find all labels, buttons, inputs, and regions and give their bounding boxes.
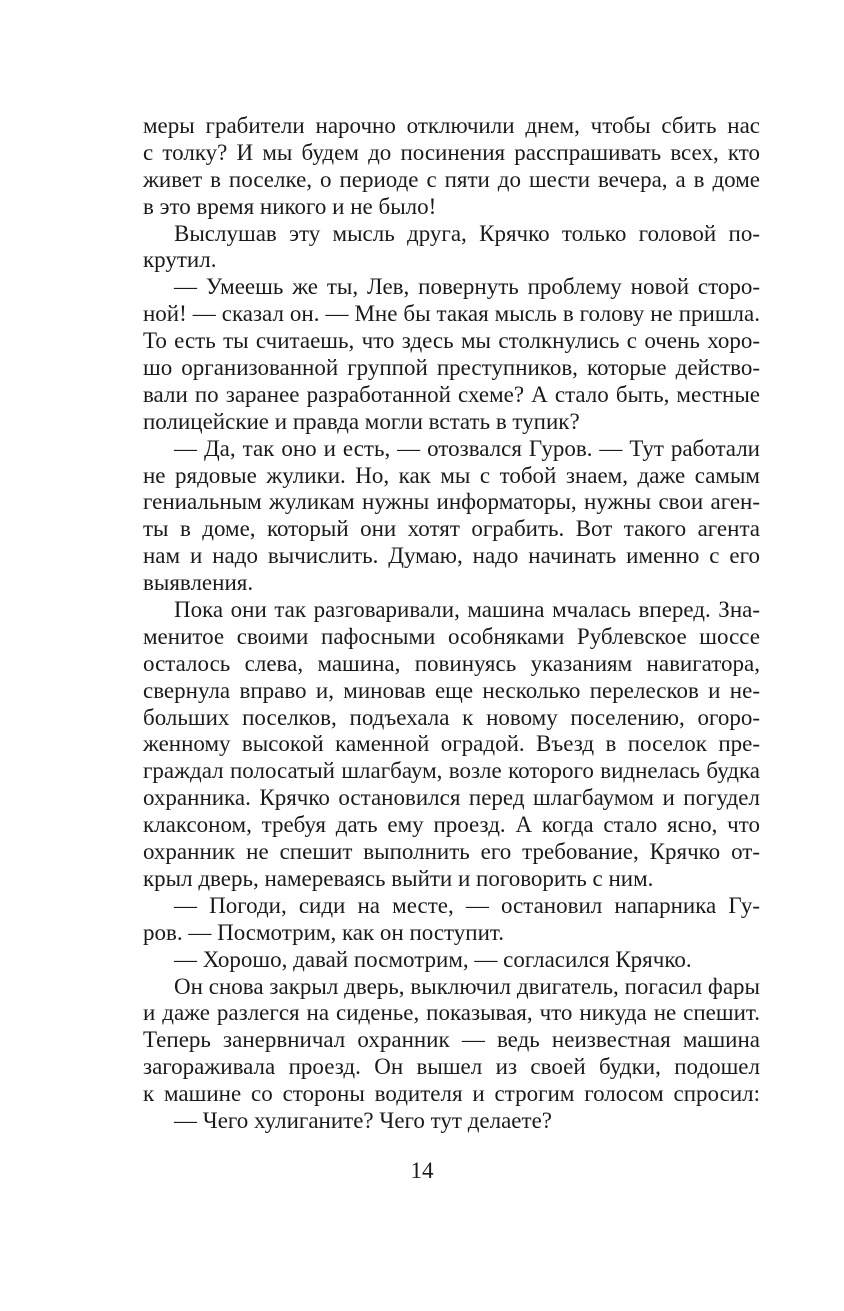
paragraph xyxy=(143,1108,760,1135)
text-line: в это время никого и не было! xyxy=(143,193,437,219)
paragraph xyxy=(143,893,760,947)
text-line: загораживала проезд. Он вышел из своей будки, подошел xyxy=(143,1054,760,1080)
paragraph xyxy=(143,113,760,221)
text-line: менитое своими пафосными особняками Рублевское шоссе xyxy=(143,623,760,649)
page-number: 14 xyxy=(410,1158,434,1183)
text-line: полицейские и правда могли встать в тупик? xyxy=(143,408,580,434)
text-line: ной! — сказал он. — Мне бы такая мысль в голову не пришла. xyxy=(143,301,760,327)
text-line: охранника. Крячко остановился перед шлагбаумом и погудел xyxy=(143,785,760,811)
paragraph xyxy=(143,274,760,435)
text-line: и даже разлегся на сиденье, показывая, что никуда не спешит. xyxy=(143,1000,760,1026)
text-line: шо организованной группой преступников, которые действо- xyxy=(143,355,760,381)
text-line: осталось слева, машина, повинуясь указаниям навигатора, xyxy=(143,650,760,676)
text-line: женному высокой каменной оградой. Въезд в поселок пре- xyxy=(143,731,760,757)
paragraph xyxy=(143,436,760,597)
text-line: — Хорошо, давай посмотрим, — согласился Крячко. xyxy=(174,946,692,972)
text-line: Теперь занервничал охранник — ведь неизвестная машина xyxy=(143,1027,760,1053)
text-line: клаксоном, требуя дать ему проезд. А когда стало ясно, что xyxy=(143,812,760,838)
text-line: ров. — Посмотрим, как он поступит. xyxy=(143,919,504,945)
text-line: — Да, так оно и есть, — отозвался Гуров. — Тут работали xyxy=(174,435,760,461)
text-line: — Чего хулиганите? Чего тут делаете? xyxy=(174,1107,552,1133)
text-line: живет в поселке, о периоде с пяти до шести вечера, а в доме xyxy=(143,166,760,192)
text-line: вали по заранее разработанной схеме? А стало быть, местные xyxy=(143,381,760,407)
text-line: выявления. xyxy=(143,570,254,596)
text-line: к машине со стороны водителя и строгим голосом спросил: xyxy=(143,1081,760,1107)
text-line: охранник не спешит выполнить его требование, Крячко от- xyxy=(143,839,760,865)
text-line: гениальным жуликам нужны информаторы, нужны свои аген- xyxy=(143,489,760,515)
text-line: Пока они так разговаривали, машина мчалась вперед. Зна- xyxy=(174,597,760,623)
text-line: больших поселков, подъехала к новому поселению, огоро- xyxy=(143,704,760,730)
text-line: ты в доме, который они хотят ограбить. Вот такого агента xyxy=(143,516,760,542)
text-line: — Умеешь же ты, Лев, повернуть проблему новой сторо- xyxy=(174,274,760,300)
text-line: То есть ты считаешь, что здесь мы столкнулись с очень хоро- xyxy=(143,328,760,354)
text-line: с толку? И мы будем до посинения расспрашивать всех, кто xyxy=(143,139,760,165)
paragraph xyxy=(143,221,760,275)
paragraph xyxy=(143,597,760,893)
text-line: крутил. xyxy=(143,247,217,273)
text-line: граждал полосатый шлагбаум, возле которого виднелась будка xyxy=(143,758,760,784)
text-line: нам и надо вычислить. Думаю, надо начинать именно с его xyxy=(143,543,760,569)
text-line: свернула вправо и, миновав еще несколько перелесков и не- xyxy=(143,677,760,703)
text-line: Он снова закрыл дверь, выключил двигатель, погасил фары xyxy=(174,973,760,999)
text-line: меры грабители нарочно отключили днем, чтобы сбить нас xyxy=(143,113,760,138)
paragraph xyxy=(143,974,760,1108)
page-body xyxy=(143,113,760,1135)
paragraph xyxy=(143,947,760,974)
text-line: — Погоди, сиди на месте, — остановил напарника Гу- xyxy=(174,892,760,918)
text-line: не рядовые жулики. Но, как мы с тобой знаем, даже самым xyxy=(143,462,760,488)
text-line: крыл дверь, намереваясь выйти и поговорить с ним. xyxy=(143,865,654,891)
text-line: Выслушав эту мысль друга, Крячко только головой по- xyxy=(174,220,760,246)
